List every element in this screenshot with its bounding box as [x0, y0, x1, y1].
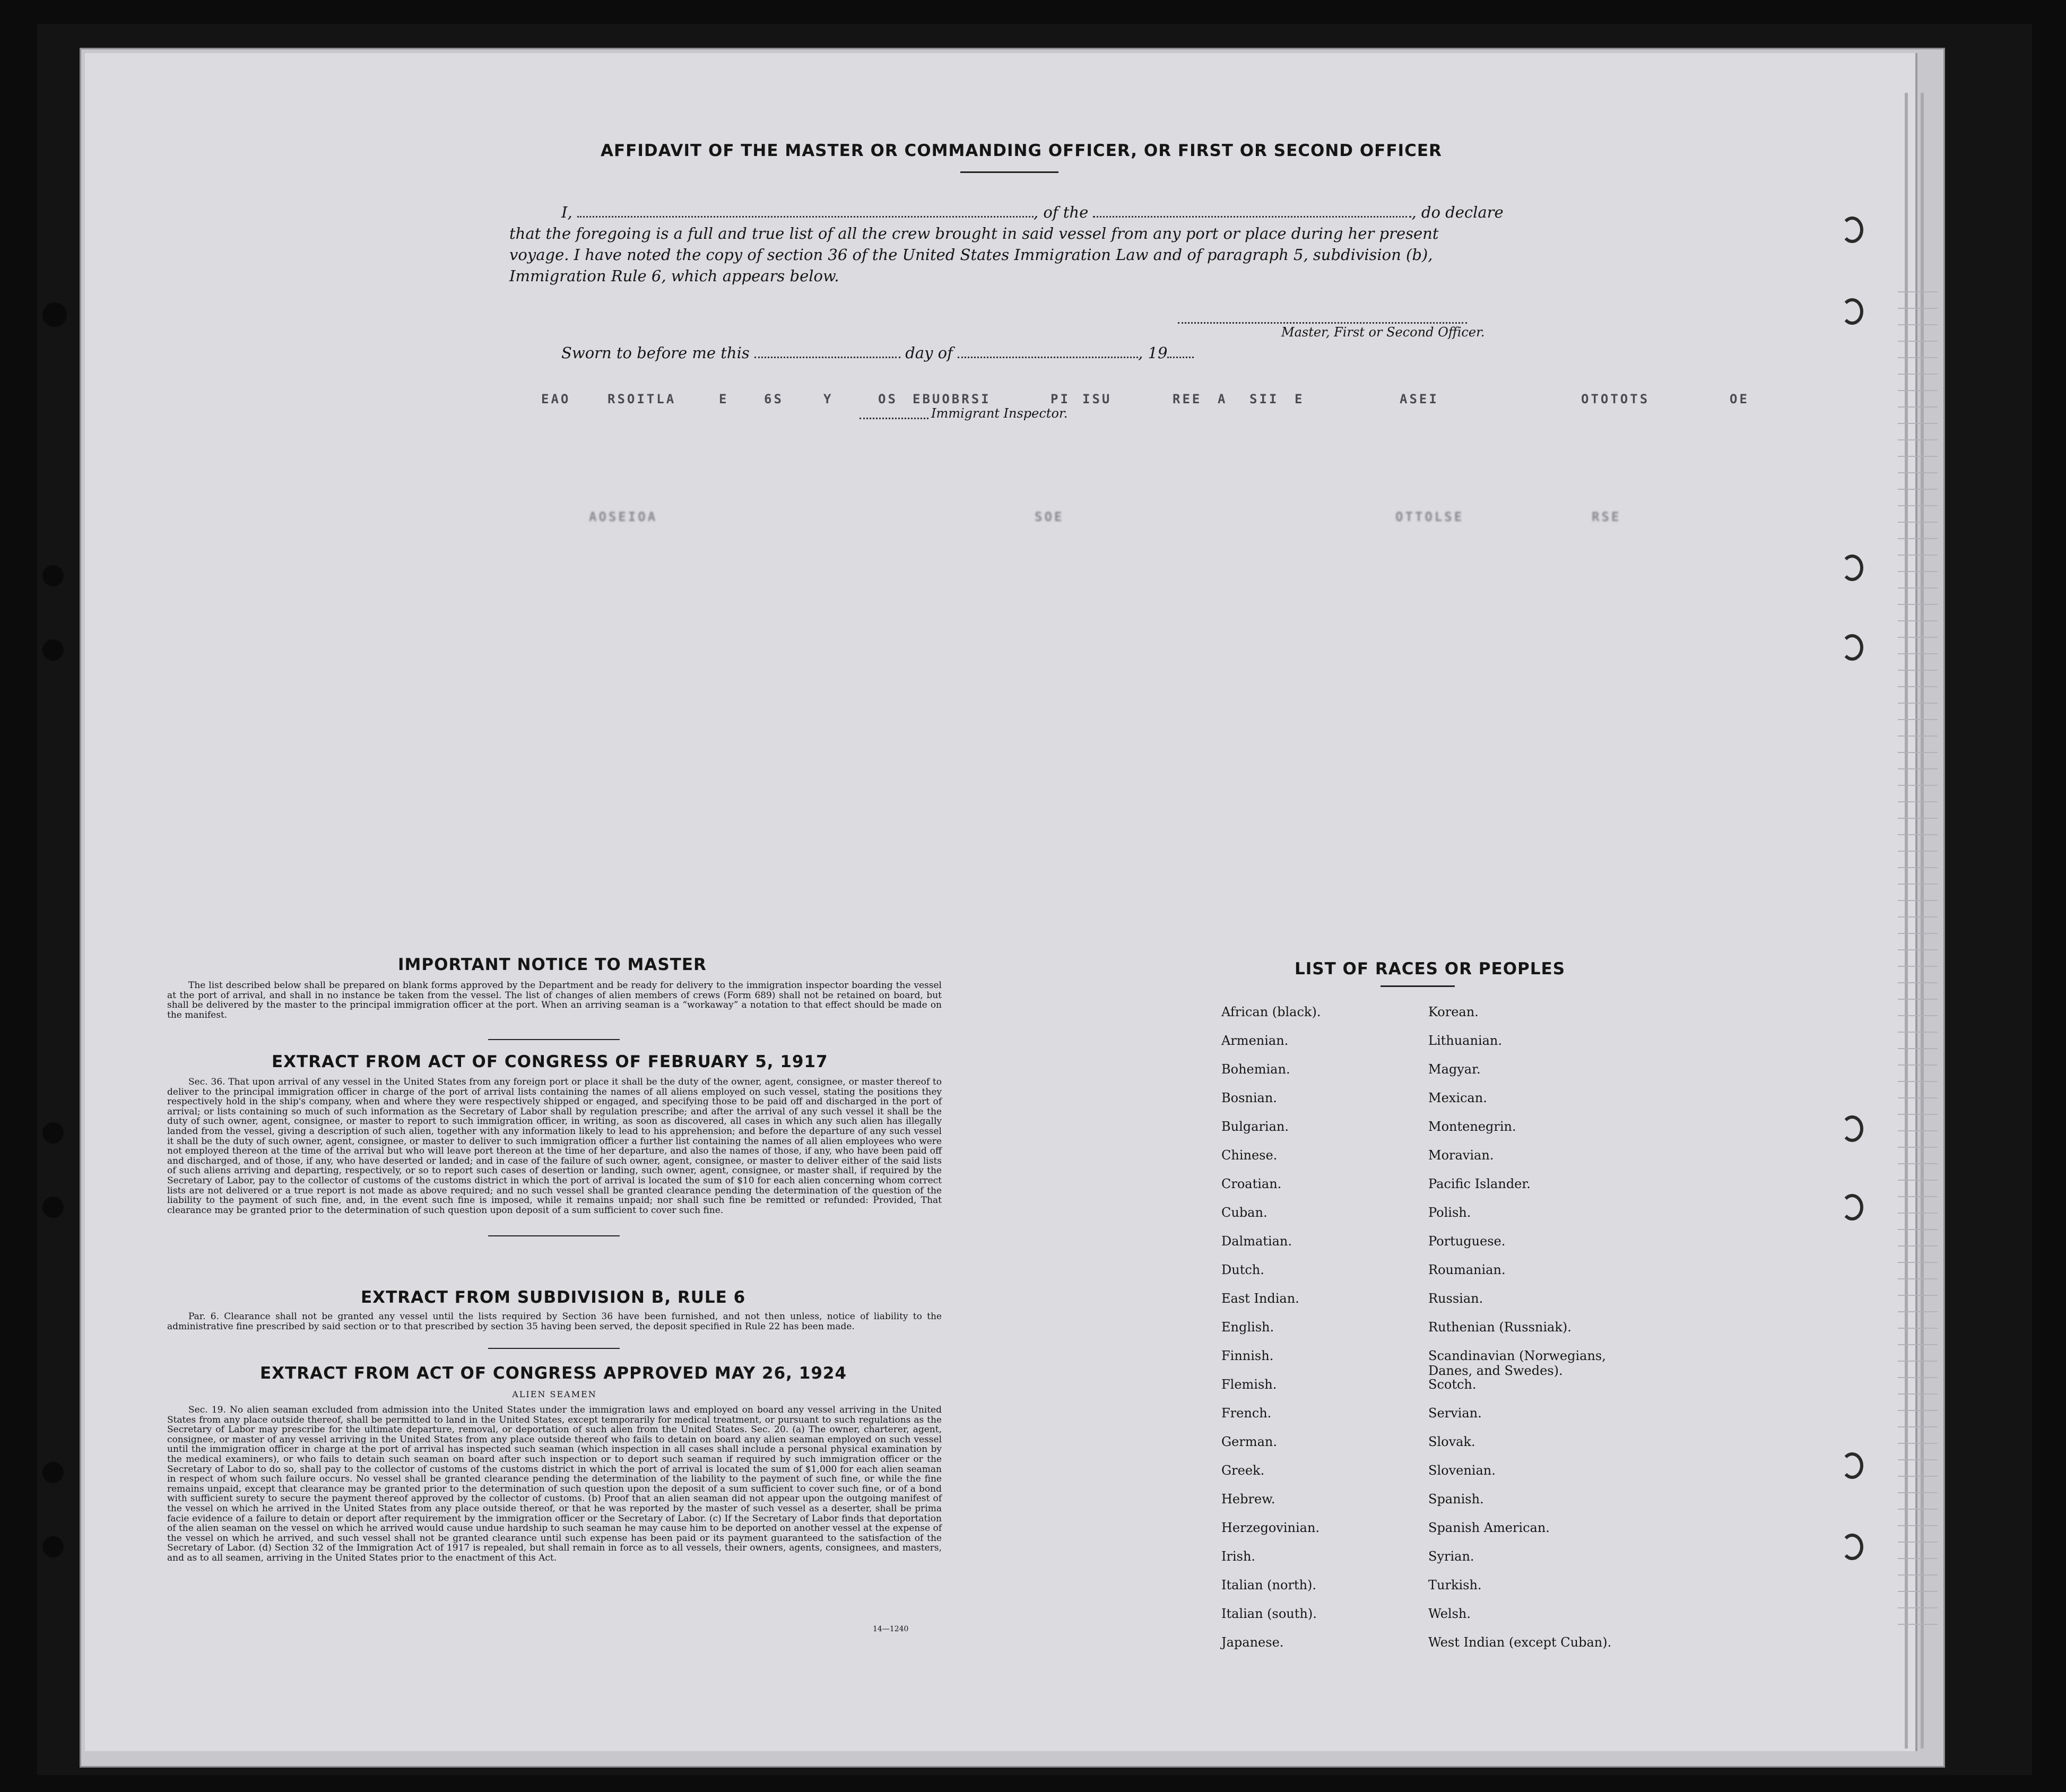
race-item: German. [1221, 1434, 1277, 1449]
sworn-month-field[interactable] [958, 345, 1138, 358]
race-item: Italian (north). [1221, 1578, 1317, 1592]
bleed-through-word: PI [1051, 392, 1070, 406]
title-underline [960, 171, 1058, 173]
binder-ring [1841, 1534, 1863, 1560]
bleed-through-word: EBUOBRSI [913, 392, 991, 406]
race-item: Greek. [1221, 1463, 1265, 1478]
race-item: Ruthenian (Russniak). [1428, 1320, 1572, 1335]
races-title: LIST OF RACES OR PEOPLES [1295, 959, 1566, 979]
binder-hole [42, 302, 67, 327]
binder-ring [1841, 217, 1863, 243]
bleed-through-word: E [1295, 392, 1305, 406]
race-item: Slovenian. [1428, 1463, 1496, 1478]
bleed-through-word: Y [823, 392, 834, 406]
race-item: Irish. [1221, 1549, 1256, 1564]
binder-hole [42, 1197, 64, 1218]
race-item: Dutch. [1221, 1262, 1264, 1277]
notice-text: The list described below shall be prepared on blank forms approved by the Department and be ready for delivery to the immigration inspector boarding the vessel at the port of arrival, and shall in no instance be taken from the vessel. The list of changes of alien members of crews (Form 689) shall not be retained on board, but shall be delivered by the master to the principal immigration officer at the port. When an arriving seaman is a “workaway” a notation to that effect should be made on the manifest. [167, 980, 942, 1020]
year-label: , 19 [1138, 344, 1168, 362]
affidavit-i-label: I, [561, 203, 572, 221]
race-item: Slovak. [1428, 1434, 1475, 1449]
race-item: Dalmatian. [1221, 1234, 1292, 1249]
affidavit-line-2: that the foregoing is a full and true list of all the crew brought in said vessel from any port or place during her present [509, 224, 1439, 243]
sworn-day-field[interactable] [754, 345, 900, 358]
extract-1924-text: Sec. 19. No alien seaman excluded from admission into the United States under the immigration laws and employed on board any vessel arriving in the United States from any place outside thereof, shall be permitted to land in the United States, except temporarily for medical treatment, or pursuant to such regulations as the Secretary of Labor may prescribe for the ultimate departure, removal, or deportation of such alien from the United States. Sec. 20. (a) The owner, charterer, agent, consignee, or master of any vessel arriving in the United States from any place outside thereof who fails to detain on board any alien seaman employed on such vessel until the immigration officer in charge at the port of arrival has inspected such seaman (which inspection in all cases shall include a personal physical examination by the medical examiners), or who fails to detain such seaman on board after such inspection or to deport such seaman if required by such immigration officer or the Secretary of Labor to do so, shall pay to the collector of customs of the customs district in which the port of arrival is located the sum of $1,000 for each alien seaman in respect of whom such failure occurs. No vessel shall be granted clearance pending the determination of the liability to the payment of such fine, or while the fine remains unpaid, except that clearance may be granted prior to the determination of such question upon the deposit of a sum sufficient to cover such fine, or of a bond with sufficient surety to secure the payment thereof approved by the collector of customs. (b) Proof that an alien seaman did not appear upon the outgoing manifest of the vessel on which he arrived in the United States from any place outside thereof, or that he was reported by the master of such vessel as a deserter, shall be prima facie evidence of a failure to detain or deport after requirement by the immigration officer or the Secretary of Labor. (c) If the Secretary of Labor finds that deportation of the alien seaman on the vessel on which he arrived would cause undue hardship to such seaman he may cause him to be deported on another vessel at the expense of the vessel on which he arrived, and such vessel shall not be granted clearance until such expense has been paid or its payment guaranteed to the satisfaction of the Secretary of Labor. (d) Section 32 of the Immigration Act of 1917 is repealed, but shall remain in force as to all vessels, their owners, agents, consignees, and masters, and as to all seamen, arriving in the United States prior to the enactment of this Act. [167, 1405, 942, 1563]
bleed-through-word: OTTOLSE [1395, 509, 1464, 524]
race-item: Polish. [1428, 1205, 1471, 1220]
bleed-through-word: ASEI [1400, 392, 1439, 406]
sworn-year-field[interactable] [1167, 345, 1194, 358]
race-item: Spanish. [1428, 1492, 1484, 1507]
race-item: West Indian (except Cuban). [1428, 1635, 1612, 1650]
binder-ring [1841, 634, 1863, 661]
race-item: Pacific Islander. [1428, 1176, 1531, 1191]
races-right-column [1428, 1005, 1630, 1664]
vessel-name-field[interactable] [1093, 204, 1411, 218]
extract-rule6-text: Par. 6. Clearance shall not be granted any vessel until the lists required by Section 36 have been furnished, and not then unless, notice of liability to the administrative fine prescribed by said section or to that prescribed by section 35 having been served, the deposit specified in Rule 22 has been made. [167, 1311, 942, 1332]
race-item: Croatian. [1221, 1176, 1282, 1191]
race-item: Bosnian. [1221, 1090, 1277, 1105]
race-item: Italian (south). [1221, 1606, 1317, 1621]
officer-name-field[interactable] [577, 204, 1034, 218]
race-item: Scotch. [1428, 1377, 1477, 1392]
race-item: French. [1221, 1406, 1272, 1421]
race-item: Welsh. [1428, 1606, 1471, 1621]
bleed-through-word: OS [878, 392, 898, 406]
extract-1924-title: EXTRACT FROM ACT OF CONGRESS APPROVED MAY 26, 1924 [260, 1364, 847, 1383]
race-item: Finnish. [1221, 1348, 1274, 1363]
race-item: Turkish. [1428, 1578, 1482, 1592]
race-item: Armenian. [1221, 1033, 1289, 1048]
races-title-underline [1381, 985, 1455, 987]
back-sheet-ruling [1898, 276, 1938, 1634]
race-item: Spanish American. [1428, 1520, 1550, 1535]
bleed-through-word: ISU [1082, 392, 1112, 406]
extract-rule6-title: EXTRACT FROM SUBDIVISION B, RULE 6 [361, 1288, 746, 1307]
sworn-line [561, 344, 1194, 362]
race-item: Montenegrin. [1428, 1119, 1516, 1134]
races-left-column [1221, 1005, 1321, 1664]
race-item: Flemish. [1221, 1377, 1277, 1392]
race-item: Servian. [1428, 1406, 1482, 1421]
race-item: African (black). [1221, 1005, 1321, 1019]
race-item: Roumanian. [1428, 1262, 1506, 1277]
declare-label: , do declare [1411, 203, 1504, 221]
race-item: Japanese. [1221, 1635, 1284, 1650]
inspector-signature-field[interactable] [860, 406, 928, 419]
section-divider [488, 1348, 620, 1349]
bleed-through-word: OTOTOTS [1581, 392, 1650, 406]
day-of-label: day of [905, 344, 953, 362]
binder-ring [1841, 1194, 1863, 1220]
bleed-through-word: SOE [1035, 509, 1064, 524]
extract-1917-text: Sec. 36. That upon arrival of any vessel in the United States from any foreign port or place it shall be the duty of the owner, agent, consignee, or master thereof to deliver to the principal immigration officer in charge of the port of arrival lists containing the names of all aliens employed on such vessel, stating the positions they respectively hold in the ship's company, when and where they were respectively shipped or engaged, and specifying those to be paid off and discharged in the port of arrival; or lists containing so much of such information as the Secretary of Labor shall by regulation prescribe; and after the arrival of any such vessel it shall be the duty of such owner, agent, consignee, or master to report to such immigration officer, in writing, as soon as discovered, all cases in which any such alien has illegally landed from the vessel, giving a description of such alien, together with any information likely to lead to his apprehension; and before the departure of any such vessel it shall be the duty of such owner, agent, consignee, or master to deliver to such immigration officer a further list containing the names of all alien employees who were not employed thereon at the time of the arrival but who will leave port thereon at the time of her departure, and also the names of those, if any, who have been paid off and discharged, and of those, if any, who have deserted or landed; and in case of the failure of such owner, agent, consignee, or master to deliver either of the said lists of such aliens arriving and departing, respectively, or so to report such cases of desertion or landing, such owner, agent, consignee, or master shall, if required by the Secretary of Labor, pay to the collector of customs of the customs district in which the port of arrival is located the sum of $10 for each alien concerning whom correct lists are not delivered or a true report is not made as above required; and no such vessel shall be granted clearance pending the determination of the question of the liability to the payment of such fine, and, in the event such fine is imposed, while it remains unpaid; nor shall such fine be remitted or refunded: Provided, That clearance may be granted prior to the determination of such question upon deposit of a sum sufficient to cover such fine. [167, 1077, 942, 1216]
race-item: Hebrew. [1221, 1492, 1275, 1507]
bleed-through-word: OE [1730, 392, 1749, 406]
bleed-through-word: EAO [541, 392, 571, 406]
bleed-through-word: 6S [764, 392, 784, 406]
race-item: English. [1221, 1320, 1274, 1335]
affidavit-title: AFFIDAVIT OF THE MASTER OR COMMANDING OFFICER, OR FIRST OR SECOND OFFICER [601, 141, 1442, 160]
binder-hole [42, 1122, 64, 1144]
binder-hole [42, 1462, 64, 1483]
race-item: Herzegovinian. [1221, 1520, 1320, 1535]
binder-ring [1841, 1452, 1863, 1479]
bleed-through-word: SII [1249, 392, 1279, 406]
sworn-label: Sworn to before me this [561, 344, 750, 362]
binder-hole [42, 639, 64, 661]
race-item: Bulgarian. [1221, 1119, 1289, 1134]
affidavit-line-1 [561, 203, 1504, 221]
race-item: Scandinavian (Norwegians, Danes, and Swedes). [1428, 1348, 1606, 1378]
form-number: 14—1240 [873, 1625, 909, 1633]
affidavit-line-3: voyage. I have noted the copy of section 36 of the United States Immigration Law and of paragraph 5, subdivision (b), [509, 246, 1433, 264]
bleed-through-word: RSE [1592, 509, 1621, 524]
race-item: Moravian. [1428, 1148, 1494, 1163]
race-item: Portuguese. [1428, 1234, 1506, 1249]
race-item: East Indian. [1221, 1291, 1299, 1306]
race-item: Russian. [1428, 1291, 1483, 1306]
race-item: Korean. [1428, 1005, 1479, 1019]
race-item: Cuban. [1221, 1205, 1268, 1220]
race-item: Syrian. [1428, 1549, 1474, 1564]
notice-title: IMPORTANT NOTICE TO MASTER [398, 955, 707, 974]
binder-hole [42, 565, 64, 586]
race-item: Lithuanian. [1428, 1033, 1503, 1048]
race-item: Mexican. [1428, 1090, 1487, 1105]
binder-hole [42, 1536, 64, 1557]
section-divider [488, 1235, 620, 1236]
section-divider [488, 1039, 620, 1040]
bleed-through-word: E [719, 392, 729, 406]
alien-seamen-subtitle: ALIEN SEAMEN [512, 1389, 597, 1399]
inspector-caption: Immigrant Inspector. [931, 406, 1068, 421]
bleed-through-word: AOSEIOA [589, 509, 658, 524]
signature-caption: Master, First or Second Officer. [1281, 325, 1485, 340]
binder-ring [1841, 1115, 1863, 1142]
bleed-through-word: REE [1173, 392, 1202, 406]
binder-ring [1841, 555, 1863, 581]
race-item: Chinese. [1221, 1148, 1278, 1163]
race-item: Magyar. [1428, 1062, 1481, 1077]
of-the-label: , of the [1033, 203, 1089, 221]
binder-ring [1841, 298, 1863, 325]
bleed-through-word: RSOITLA [607, 392, 676, 406]
bleed-through-word: A [1218, 392, 1228, 406]
affidavit-line-4: Immigration Rule 6, which appears below. [509, 267, 839, 285]
extract-1917-title: EXTRACT FROM ACT OF CONGRESS OF FEBRUARY 5, 1917 [272, 1052, 828, 1071]
master-signature-field[interactable] [1178, 310, 1467, 324]
race-item: Bohemian. [1221, 1062, 1290, 1077]
